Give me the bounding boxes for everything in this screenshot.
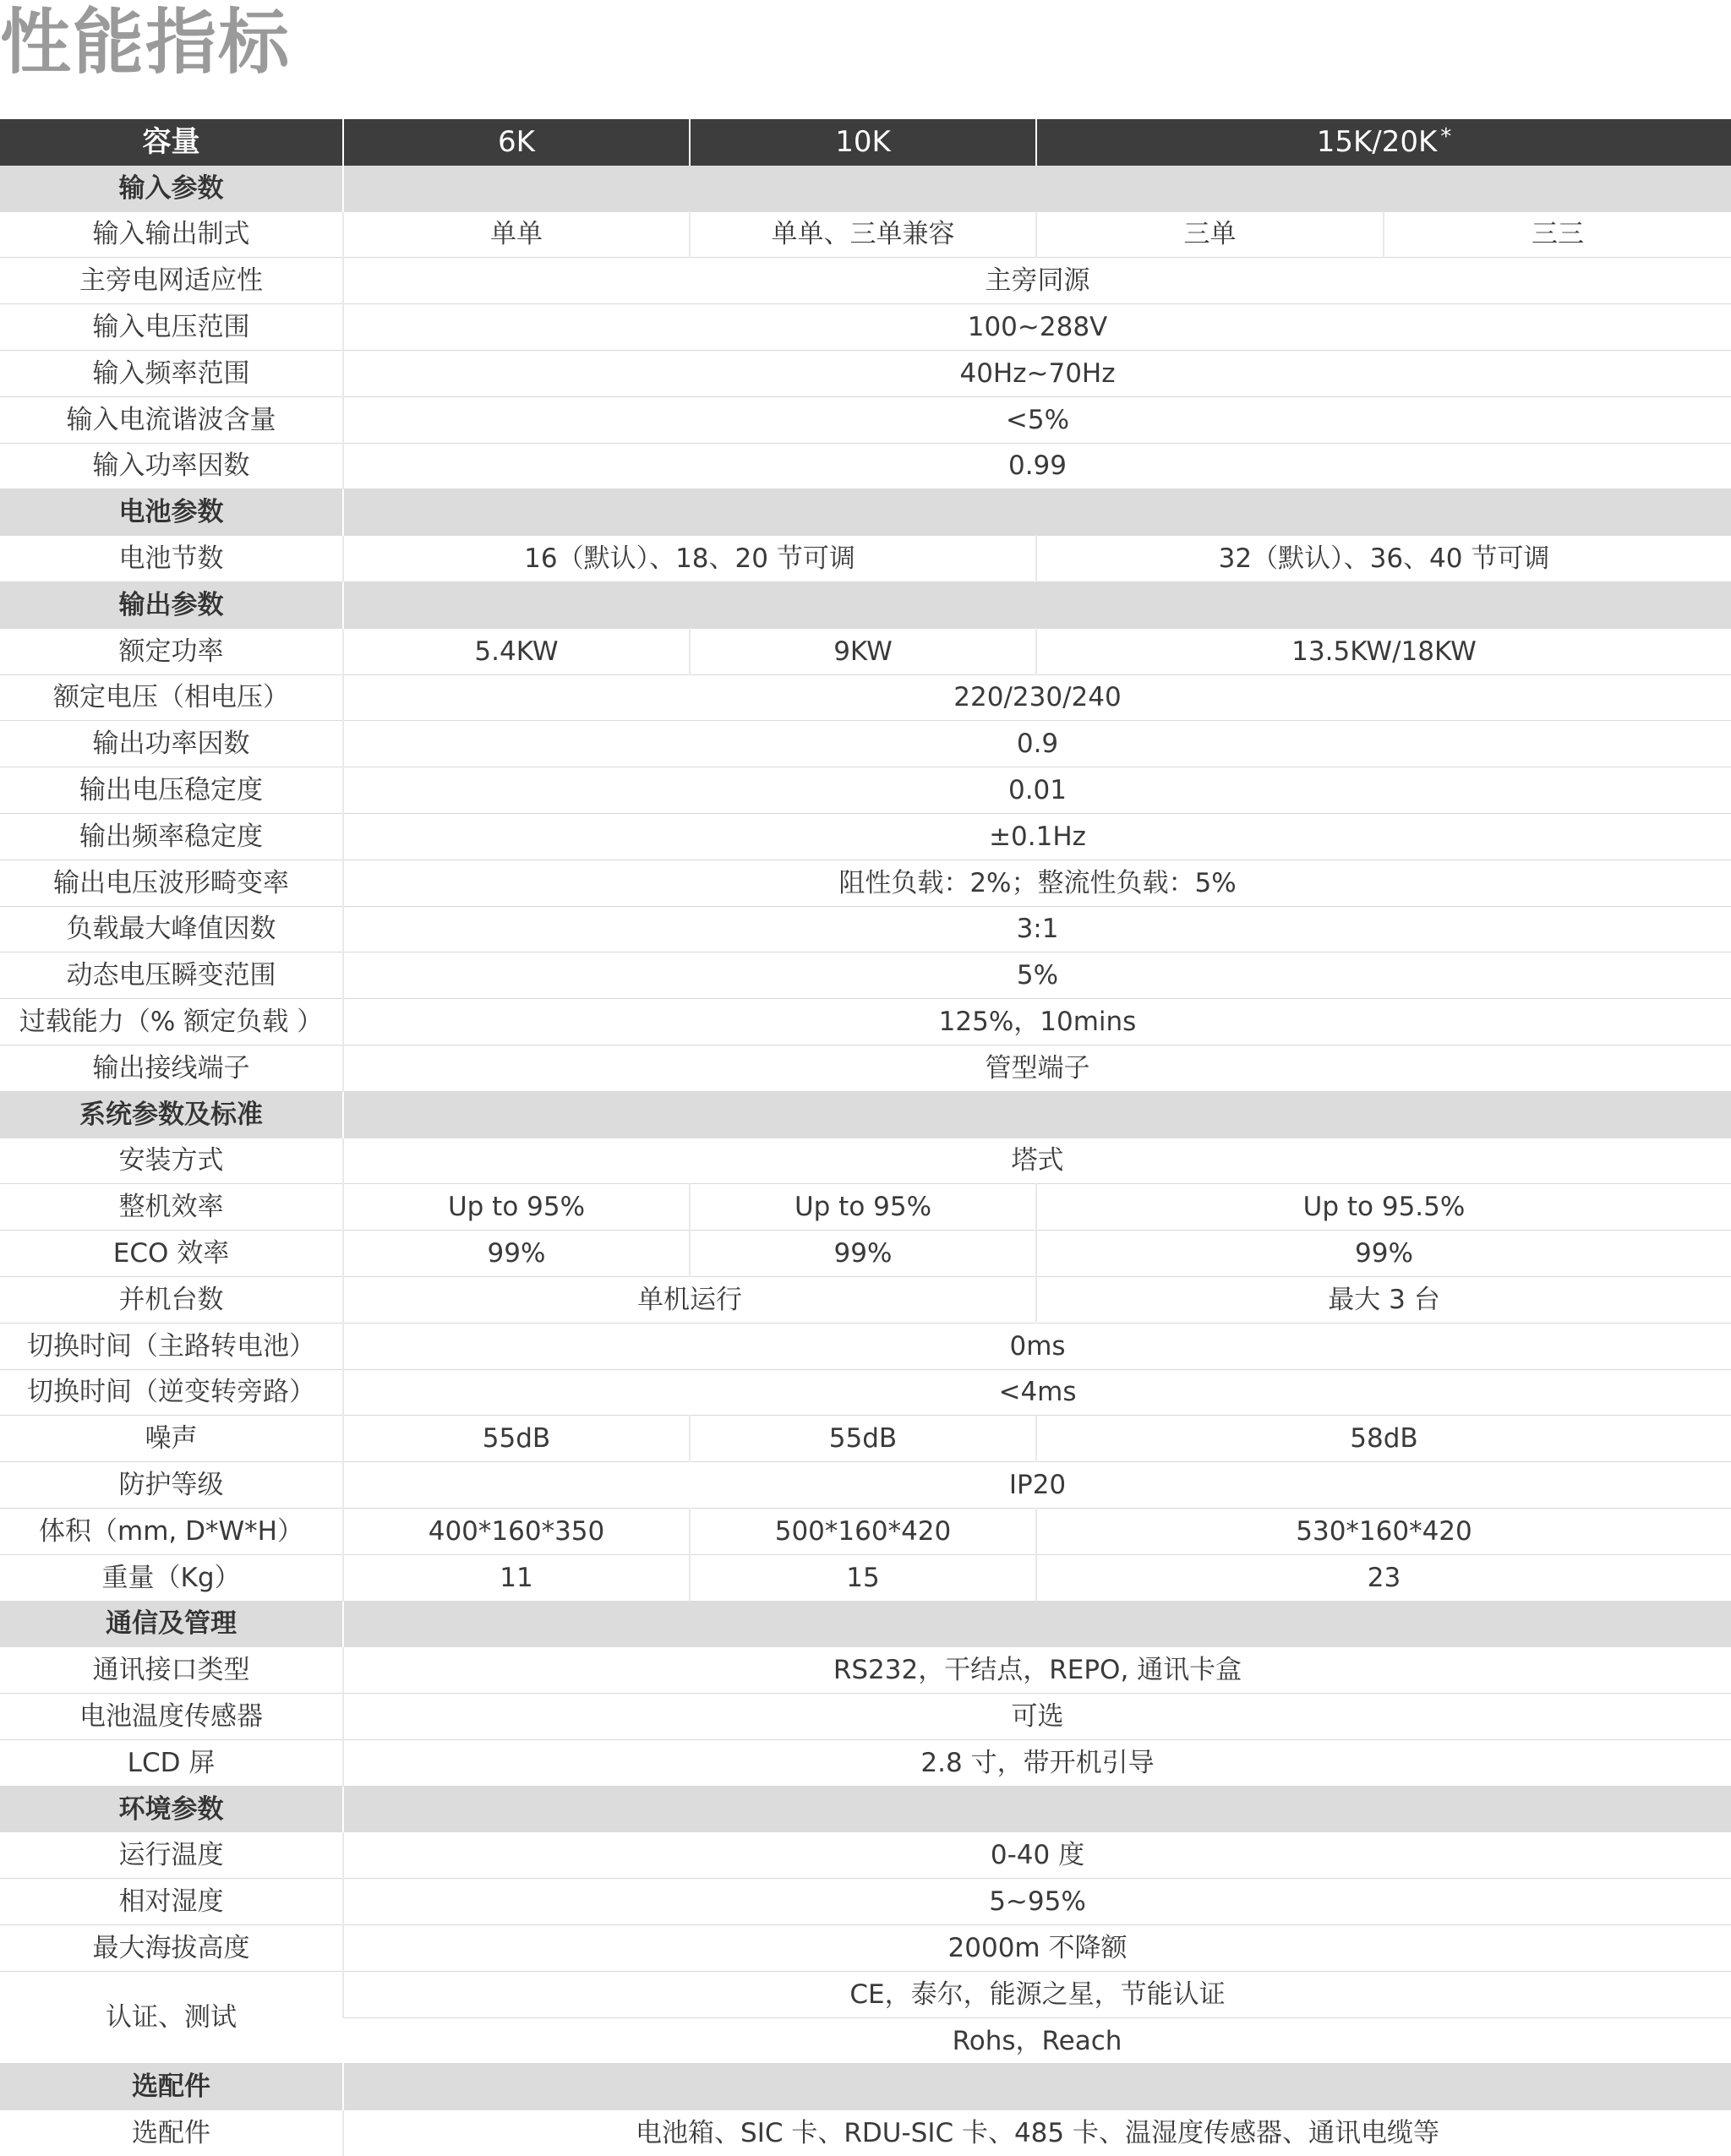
row-label: 相对湿度: [0, 1879, 343, 1925]
table-row: [0, 1694, 1731, 1740]
cell-all: 2.8 寸，带开机引导: [343, 1739, 1731, 1786]
cell-all: <5%: [343, 396, 1731, 443]
table-row: [0, 1231, 1731, 1277]
section-fill: [343, 2064, 1731, 2110]
header-15k-20k-label: 15K/20K: [1316, 124, 1438, 159]
table-row: [0, 443, 1731, 489]
table-row: [0, 1832, 1731, 1879]
row-label: 安装方式: [0, 1138, 343, 1184]
cell-all: 3:1: [343, 906, 1731, 952]
cell-all: <4ms: [343, 1369, 1731, 1416]
row-label: 负载最大峰值因数: [0, 906, 343, 952]
cell-6k: 99%: [343, 1231, 690, 1277]
table-row: [0, 1138, 1731, 1184]
section-row-env: [0, 1786, 1731, 1832]
table-row: [0, 1276, 1731, 1323]
cell-15k: 最大 3 台: [1036, 1276, 1731, 1323]
row-label: 输入输出制式: [0, 211, 343, 258]
table-row: [0, 767, 1731, 814]
header-capacity: 容量: [0, 119, 343, 165]
cell-all: ±0.1Hz: [343, 813, 1731, 860]
cell-6k-10k: 16（默认）、18、20 节可调: [343, 536, 1036, 582]
table-row: [0, 999, 1731, 1045]
section-title: 通信及管理: [0, 1601, 343, 1647]
cell-all: 可选: [343, 1694, 1731, 1740]
cell-all: 管型端子: [343, 1045, 1731, 1091]
section-fill: [343, 1601, 1731, 1647]
row-label: 电池节数: [0, 536, 343, 582]
section-title: 输入参数: [0, 165, 343, 211]
row-label: 认证、测试: [0, 1971, 343, 2064]
cell-all: 100~288V: [343, 304, 1731, 351]
row-label: 体积（mm, D*W*H）: [0, 1508, 343, 1554]
table-row: [0, 1554, 1731, 1601]
cell-10k: 15: [690, 1554, 1036, 1601]
table-row: [0, 1508, 1731, 1554]
cell-all: 塔式: [343, 1138, 1731, 1184]
section-title: 系统参数及标准: [0, 1091, 343, 1138]
cell-15k: 58dB: [1036, 1416, 1731, 1462]
table-header-row: [0, 119, 1731, 165]
row-label: 动态电压瞬变范围: [0, 952, 343, 999]
cell-all: IP20: [343, 1462, 1731, 1509]
table-row: [0, 2110, 1731, 2156]
section-fill: [343, 489, 1731, 536]
cell-all: 阻性负载：2%；整流性负载：5%: [343, 860, 1731, 906]
cell-all: 0.9: [343, 721, 1731, 767]
table-row: [0, 211, 1731, 258]
table-row: [0, 1045, 1731, 1091]
cell-all: 125%，10mins: [343, 999, 1731, 1045]
row-label: 输出接线端子: [0, 1045, 343, 1091]
table-row: [0, 1739, 1731, 1786]
cell-all: 主旁同源: [343, 258, 1731, 304]
section-row-options: [0, 2064, 1731, 2110]
cell-10k: 55dB: [690, 1416, 1036, 1462]
section-row-output: [0, 581, 1731, 628]
row-label: 切换时间（逆变转旁路）: [0, 1369, 343, 1416]
row-label: 输出频率稳定度: [0, 813, 343, 860]
header-asterisk: *: [1440, 123, 1452, 150]
cell-15k-a: 三单: [1036, 211, 1384, 258]
cell-all: 2000m 不降额: [343, 1925, 1731, 1972]
row-label: 过载能力（% 额定负载 ）: [0, 999, 343, 1045]
row-label: 输入电压范围: [0, 304, 343, 351]
section-fill: [343, 165, 1731, 211]
header-15k-20k: [1036, 119, 1731, 165]
cell-10k: 500*160*420: [690, 1508, 1036, 1554]
table-row: [0, 1184, 1731, 1231]
cell-all: Rohs，Reach: [343, 2017, 1731, 2064]
section-row-input: [0, 165, 1731, 211]
table-row: [0, 674, 1731, 721]
row-label: 并机台数: [0, 1276, 343, 1323]
cell-10k: Up to 95%: [690, 1184, 1036, 1231]
cell-all: 0-40 度: [343, 1832, 1731, 1879]
cell-10k: 单单、三单兼容: [690, 211, 1036, 258]
cell-all: 0ms: [343, 1323, 1731, 1369]
cell-all: CE，泰尔，能源之星，节能认证: [343, 1971, 1731, 2017]
spec-table: [0, 119, 1731, 2156]
section-fill: [343, 1091, 1731, 1138]
cell-6k: 11: [343, 1554, 690, 1601]
section-row-battery: [0, 489, 1731, 536]
section-fill: [343, 1786, 1731, 1832]
table-row: [0, 1323, 1731, 1369]
cell-all: 电池箱、SIC 卡、RDU-SIC 卡、485 卡、温湿度传感器、通讯电缆等: [343, 2110, 1731, 2156]
row-label: 通讯接口类型: [0, 1647, 343, 1694]
table-row: [0, 1462, 1731, 1509]
cell-all: 0.01: [343, 767, 1731, 814]
row-label: 电池温度传感器: [0, 1694, 343, 1740]
cell-10k: 99%: [690, 1231, 1036, 1277]
cell-all: 5~95%: [343, 1879, 1731, 1925]
row-label: 选配件: [132, 2118, 210, 2149]
row-label: 运行温度: [0, 1832, 343, 1879]
cell-15k: 530*160*420: [1036, 1508, 1731, 1554]
cell-6k: 400*160*350: [343, 1508, 690, 1554]
cell-10k: 9KW: [690, 628, 1036, 674]
table-row: [0, 628, 1731, 674]
header-10k: 10K: [690, 119, 1036, 165]
row-label: 重量（Kg）: [0, 1554, 343, 1601]
cell-6k: 55dB: [343, 1416, 690, 1462]
cell-15k: Up to 95.5%: [1036, 1184, 1731, 1231]
table-row: [0, 721, 1731, 767]
table-row: [0, 1416, 1731, 1462]
cell-6k: 5.4KW: [343, 628, 690, 674]
row-label: 额定功率: [0, 628, 343, 674]
table-row: [0, 952, 1731, 999]
table-row: [0, 906, 1731, 952]
cell-all: 5%: [343, 952, 1731, 999]
row-label: 输入频率范围: [0, 350, 343, 396]
row-label: 噪声: [0, 1416, 343, 1462]
cell-6k-10k: 单机运行: [343, 1276, 1036, 1323]
table-row: [0, 813, 1731, 860]
cell-6k: 单单: [343, 211, 690, 258]
table-row: [0, 396, 1731, 443]
table-row: [0, 1925, 1731, 1972]
cell-15k-b: 三三: [1384, 211, 1731, 258]
table-row: [0, 1971, 1731, 2017]
section-fill: [343, 581, 1731, 628]
cell-all: RS232，干结点，REPO, 通讯卡盒: [343, 1647, 1731, 1694]
section-title: 选配件: [0, 2064, 343, 2110]
row-label: ECO 效率: [0, 1231, 343, 1277]
cell-6k: Up to 95%: [343, 1184, 690, 1231]
cell-15k: 32（默认）、36、40 节可调: [1036, 536, 1731, 582]
table-row: [0, 304, 1731, 351]
section-title: 输出参数: [0, 581, 343, 628]
row-label: 输出电压波形畸变率: [0, 860, 343, 906]
table-row: [0, 1369, 1731, 1416]
table-row: [0, 350, 1731, 396]
table-row: [0, 1647, 1731, 1694]
table-row: [0, 536, 1731, 582]
row-label: 切换时间（主路转电池）: [0, 1323, 343, 1369]
row-label: 整机效率: [0, 1184, 343, 1231]
cell-15k: 23: [1036, 1554, 1731, 1601]
cell-15k: 13.5KW/18KW: [1036, 628, 1731, 674]
row-label: 输入电流谐波含量: [0, 396, 343, 443]
header-6k: 6K: [343, 119, 690, 165]
page-title: 性能指标: [0, 1, 292, 84]
cell-all: 40Hz~70Hz: [343, 350, 1731, 396]
table-row: [0, 860, 1731, 906]
row-label: 输入功率因数: [0, 443, 343, 489]
row-label: 防护等级: [0, 1462, 343, 1509]
row-label: 最大海拔高度: [0, 1925, 343, 1972]
section-title: 电池参数: [0, 489, 343, 536]
section-row-comms: [0, 1601, 1731, 1647]
row-label: 输出电压稳定度: [0, 767, 343, 814]
table-row: [0, 1879, 1731, 1925]
section-row-system: [0, 1091, 1731, 1138]
table-row: [0, 258, 1731, 304]
row-label: LCD 屏: [0, 1739, 343, 1786]
row-label: 主旁电网适应性: [0, 258, 343, 304]
cell-15k: 99%: [1036, 1231, 1731, 1277]
section-title: 环境参数: [0, 1786, 343, 1832]
row-label: 输出功率因数: [0, 721, 343, 767]
cell-all: 0.99: [343, 443, 1731, 489]
row-label: 额定电压（相电压）: [0, 674, 343, 721]
cell-all: 220/230/240: [343, 674, 1731, 721]
